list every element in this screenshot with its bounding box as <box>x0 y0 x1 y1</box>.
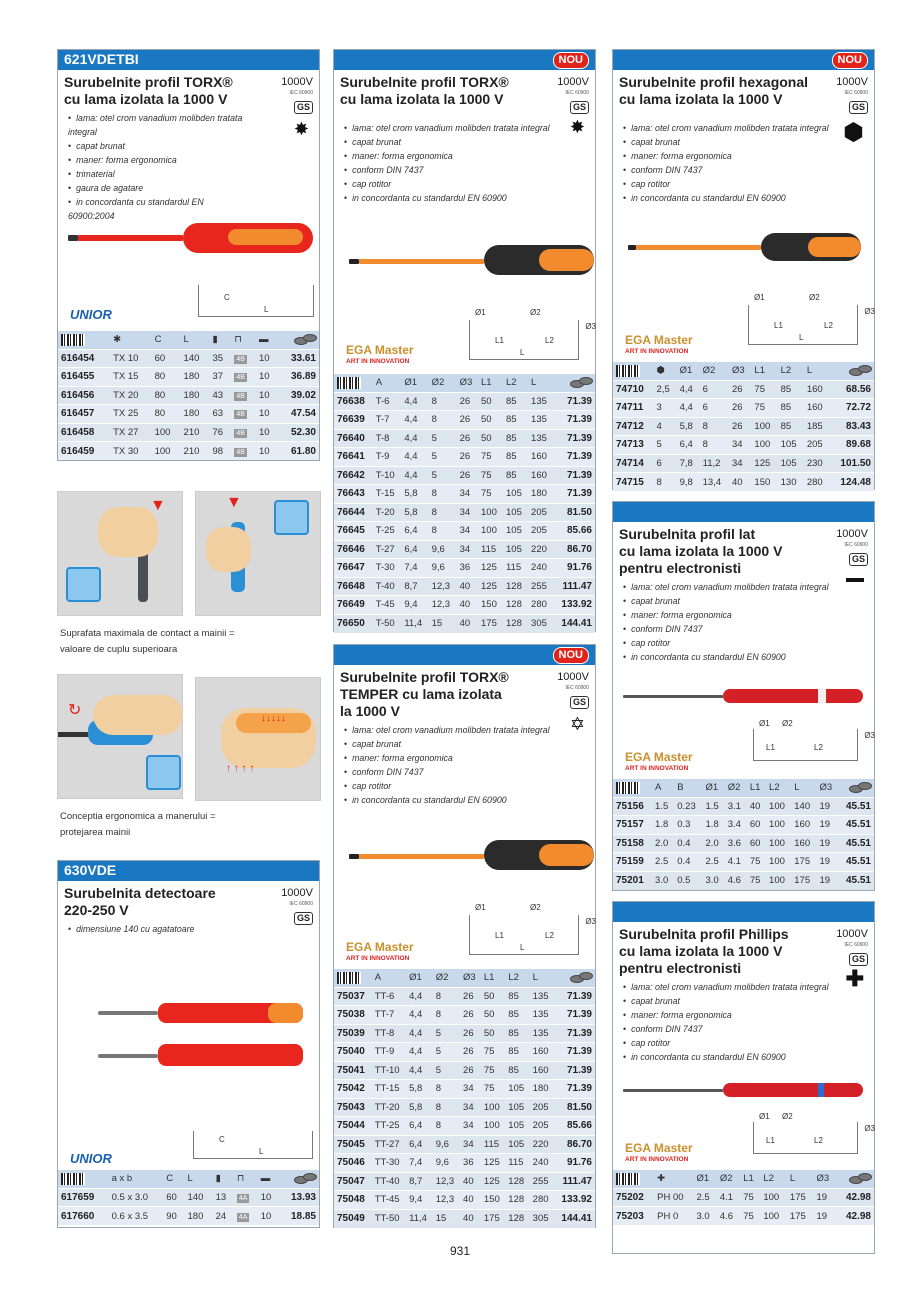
table-row: 616458 TX 27 100 210 76 4B 10 52.30 <box>58 423 319 442</box>
product-title: Surubelnite profil TORX® cu lama izolata la 1000 V <box>64 74 233 107</box>
dimension-drawing: Ø1 Ø2 Ø3 L1 L2 <box>753 729 858 761</box>
product-title: Surubelnite profil hexagonal cu lama izolata la 1000 V <box>619 74 809 107</box>
feature-item: • cap rotitor <box>344 177 587 191</box>
feature-item: • capat brunat <box>344 737 587 751</box>
table-row: 75038 TT-7 4,4 8 26 50 85 135 71.39 <box>334 1006 595 1025</box>
table-row: 74711 3 4,4 6 26 75 85 160 72.72 <box>613 399 874 418</box>
product-image <box>58 215 319 325</box>
barcode-icon <box>616 365 640 377</box>
feature-item: • lama: otel crom vanadium molibden tratata integral <box>68 111 250 139</box>
unior-logo: UNIOR <box>70 307 112 322</box>
feature-list <box>58 108 258 223</box>
feature-list <box>613 577 874 664</box>
product-image <box>613 215 874 360</box>
table-row: 74714 6 7,8 11,2 34 125 105 230 101.50 <box>613 454 874 473</box>
table-row: 616454 TX 10 60 140 35 4B 10 33.61 <box>58 349 319 368</box>
product-code-header: 621VDETBI <box>64 51 139 67</box>
product-title: Surubelnite profil TORX® cu lama izolata la 1000 V <box>340 74 509 107</box>
dimension-drawing: Ø1 Ø2 Ø3 L1 L2 <box>753 1122 858 1154</box>
table-header-row: A Ø1 Ø2 Ø3 L1 L2 L <box>334 374 595 392</box>
barcode-icon <box>61 334 85 346</box>
price-coins-icon <box>570 376 592 386</box>
panel-header <box>613 902 874 922</box>
barcode-icon <box>616 782 640 794</box>
table-row: 75040 TT-9 4,4 5 26 75 85 160 71.39 <box>334 1043 595 1062</box>
feature-list <box>334 720 595 807</box>
weight-icon: ▮ <box>213 1170 234 1188</box>
feature-item: • capat brunat <box>344 135 587 149</box>
dimension-drawing: Ø1 Ø2 Ø3 L1 L2 L <box>748 305 858 345</box>
feature-item: • in concordanta cu standardul EN 60900 <box>344 793 587 807</box>
table-header-row: A Ø1 Ø2 Ø3 L1 L2 L <box>334 969 595 987</box>
price-coins-icon <box>849 781 871 791</box>
certification-marks: 1000V IEC 60900 GS <box>836 928 868 964</box>
table-row: 75202 PH 00 2.5 4.1 75 100 175 19 42.98 <box>613 1188 874 1207</box>
product-title: Surubelnita detectoare 220-250 V <box>64 885 216 918</box>
feature-item: • maner: forma ergonomica <box>623 149 866 163</box>
table-row: 76649 T-45 9,4 12,3 40 150 128 280 133.92 <box>334 596 595 615</box>
barcode-icon <box>337 377 361 389</box>
egamaster-logo: EGA Master ART IN INNOVATION <box>625 333 693 355</box>
feature-item: • capat brunat <box>68 139 250 153</box>
feature-item: • dimensiune 140 cu agatatoare <box>68 922 311 936</box>
table-row: 75044 TT-25 6,4 8 34 100 105 205 85.66 <box>334 1117 595 1136</box>
table-row: 75159 2.5 0.4 2.5 4.1 75 100 175 19 45.51 <box>613 853 874 872</box>
gs-mark-icon: GS <box>294 101 313 114</box>
table-row: 617659 0.5 x 3.0 60 140 13 4A 10 13.93 <box>58 1188 319 1207</box>
feature-item: • maner: forma ergonomica <box>344 751 587 765</box>
table-row: 76647 T-30 7,4 9,6 36 125 115 240 91.76 <box>334 559 595 578</box>
table-row: 76644 T-20 5,8 8 34 100 105 205 81.50 <box>334 503 595 522</box>
table-row: 76641 T-9 4,4 5 26 75 85 160 71.39 <box>334 448 595 467</box>
feature-list <box>613 108 874 205</box>
feature-item: • lama: otel crom vanadium molibden tratata integral <box>623 121 866 135</box>
gs-mark-icon: GS <box>849 553 868 566</box>
feature-item: • maner: forma ergonomica <box>623 1008 866 1022</box>
hex-column-icon: ⬢ <box>654 362 677 380</box>
pressure-arrows-icon: ↓↓↓↓↓ <box>236 713 311 733</box>
hand-pressure-icon <box>146 755 181 790</box>
feature-item: • lama: otel crom vanadium molibden tratata integral <box>623 580 866 594</box>
table-row: 76642 T-10 4,4 5 26 75 85 160 71.39 <box>334 466 595 485</box>
table-row: 75158 2.0 0.4 2.0 3.6 60 100 160 19 45.51 <box>613 834 874 853</box>
price-coins-icon <box>570 971 592 981</box>
table-row: 76640 T-8 4,4 5 26 50 85 135 71.39 <box>334 429 595 448</box>
dimension-drawing: Ø1 Ø2 Ø3 L1 L2 L <box>469 320 579 360</box>
table-row: 76638 T-6 4,4 8 26 50 85 135 71.39 <box>334 392 595 411</box>
barcode-icon <box>337 972 361 984</box>
table-row: 75048 TT-45 9,4 12,3 40 150 128 280 133.92 <box>334 1191 595 1210</box>
product-image <box>613 1067 874 1167</box>
package-icon: ⊓ <box>231 331 256 349</box>
dimension-drawing: C L <box>198 285 314 317</box>
feature-item: • conform DIN 7437 <box>344 163 587 177</box>
table-row: 76646 T-27 6,4 9,6 34 115 105 220 86.70 <box>334 540 595 559</box>
table-row: 75043 TT-20 5,8 8 34 100 105 205 81.50 <box>334 1098 595 1117</box>
feature-item: • conform DIN 7437 <box>344 765 587 779</box>
table-row: 617660 0.6 x 3.5 90 180 24 4A 10 18.85 <box>58 1207 319 1226</box>
barcode-icon <box>616 1173 640 1185</box>
feature-item: • cap rotitor <box>623 177 866 191</box>
spec-table <box>334 969 595 1228</box>
feature-item: • in concordanta cu standardul EN 60900:2004 <box>68 195 250 223</box>
quantity-icon: ▬ <box>256 331 278 349</box>
feature-item: • gaura de agatare <box>68 181 250 195</box>
phillips-cross-icon: ✚ <box>845 966 864 991</box>
feature-item: • cap rotitor <box>344 779 587 793</box>
certification-marks <box>281 77 313 114</box>
dimension-drawing: Ø1 Ø2 Ø3 L1 L2 L <box>469 915 579 955</box>
product-panel-torx-temper <box>333 644 596 1228</box>
barcode-icon <box>61 1173 85 1185</box>
feature-list <box>613 977 874 1064</box>
product-image <box>334 810 595 965</box>
rotate-arrow-icon: ↻ <box>68 702 82 719</box>
table-row: 75047 TT-40 8,7 12,3 40 125 128 255 111.47 <box>334 1172 595 1191</box>
spec-table <box>334 374 595 633</box>
table-row: 75046 TT-30 7,4 9,6 36 125 115 240 91.76 <box>334 1154 595 1173</box>
torx-star-icon: ✸ <box>293 119 309 139</box>
table-row: 75049 TT-50 11,4 15 40 175 128 305 144.41 <box>334 1209 595 1228</box>
product-title: Surubelnite profil TORX® TEMPER cu lama izolata la 1000 V <box>340 669 509 719</box>
hexagon-icon: ⬢ <box>843 119 864 146</box>
product-image <box>613 667 874 777</box>
feature-item: • in concordanta cu standardul EN 60900 <box>623 1050 866 1064</box>
certification-marks: 1000V IEC 60900 GS <box>557 671 589 707</box>
panel-header <box>58 50 319 70</box>
panel-header <box>613 50 874 70</box>
illustration-caption-1: Suprafata maximala de contact a mainii = valoare de cuplu superioara <box>60 628 235 655</box>
page-number: 931 <box>450 1244 471 1258</box>
egamaster-logo: EGA Master ART IN INNOVATION <box>625 750 693 772</box>
gs-mark-icon: GS <box>849 101 868 114</box>
feature-item: • lama: otel crom vanadium molibden tratata integral <box>623 980 866 994</box>
price-coins-icon <box>294 333 316 343</box>
unior-logo: UNIOR <box>70 1151 112 1166</box>
product-panel-hexagonal <box>612 49 875 490</box>
egamaster-logo: EGA Master ART IN INNOVATION <box>625 1141 693 1163</box>
product-image <box>334 215 595 370</box>
product-panel-flat-electronics <box>612 501 875 891</box>
table-row: 76650 T-50 11,4 15 40 175 128 305 144.41 <box>334 614 595 633</box>
table-row: 75039 TT-8 4,4 5 26 50 85 135 71.39 <box>334 1024 595 1043</box>
feature-item: • maner: forma ergonomica <box>344 149 587 163</box>
table-header-row: ✱ C L ▮ ⊓ ▬ <box>58 331 319 349</box>
new-badge: NOU <box>553 647 589 664</box>
hand-pressure-icon <box>66 567 101 602</box>
illustration-caption-2: Conceptia ergonomica a manerului = protejarea mainii <box>60 811 216 838</box>
table-row: 74710 2,5 4,4 6 26 75 85 160 68.56 <box>613 380 874 399</box>
feature-item: • conform DIN 7437 <box>623 1022 866 1036</box>
product-panel-621vdetbi <box>57 49 320 461</box>
table-row: 76645 T-25 6,4 8 34 100 105 205 85.66 <box>334 522 595 541</box>
feature-item: • cap rotitor <box>623 1036 866 1050</box>
feature-item: • maner: forma ergonomica <box>623 608 866 622</box>
torx-column-icon: ✱ <box>110 331 152 349</box>
table-row: 74713 5 6,4 8 34 100 105 205 89.68 <box>613 436 874 455</box>
table-row: 75042 TT-15 5,8 8 34 75 105 180 71.39 <box>334 1080 595 1099</box>
table-header-row: ⬢ Ø1 Ø2 Ø3 L1 L2 L <box>613 362 874 380</box>
feature-item: • cap rotitor <box>623 636 866 650</box>
feature-item: • trimaterial <box>68 167 250 181</box>
certification-marks: 1000V IEC 60900 GS <box>557 76 589 112</box>
table-row: 75037 TT-6 4,4 8 26 50 85 135 71.39 <box>334 987 595 1006</box>
weight-icon: ▮ <box>209 331 231 349</box>
feature-item: • conform DIN 7437 <box>623 163 866 177</box>
quantity-icon: ▬ <box>258 1170 279 1188</box>
table-row: 75203 PH 0 3.0 4.6 75 100 175 19 42.98 <box>613 1207 874 1226</box>
table-row: 75157 1.8 0.3 1.8 3.4 60 100 160 19 45.51 <box>613 816 874 835</box>
certification-marks: 1000V IEC 60900 GS <box>281 887 313 923</box>
product-title: Surubelnita profil Phillips cu lama izolata la 1000 V pentru electronisti <box>619 926 789 976</box>
egamaster-logo: EGA Master ART IN INNOVATION <box>346 343 414 365</box>
price-coins-icon <box>849 1172 871 1182</box>
table-row: 616459 TX 30 100 210 98 4B 10 61.80 <box>58 442 319 461</box>
certification-marks: 1000V IEC 60900 GS <box>836 528 868 564</box>
gs-mark-icon: GS <box>570 101 589 114</box>
table-row: 75201 3.0 0.5 3.0 4.6 75 100 175 19 45.51 <box>613 871 874 890</box>
feature-item: • lama: otel crom vanadium molibden tratata integral <box>344 121 587 135</box>
illustration-ergonomic-1 <box>57 674 183 799</box>
feature-item: • in concordanta cu standardul EN 60900 <box>623 191 866 205</box>
feature-item: • in concordanta cu standardul EN 60900 <box>623 650 866 664</box>
phillips-column-icon: ✚ <box>654 1170 693 1188</box>
certification-marks: 1000V IEC 60900 GS <box>836 76 868 112</box>
voltage-rating: 1000V <box>281 76 313 88</box>
torx-star-icon: ✸ <box>569 117 585 137</box>
spec-table <box>58 1170 319 1225</box>
arrow-down-icon: ▼ <box>150 497 166 514</box>
table-header-row: ✚ Ø1 Ø2 L1 L2 L Ø3 <box>613 1170 874 1188</box>
product-title: Surubelnita profil lat cu lama izolata la 1000 V pentru electronisti <box>619 526 783 576</box>
table-row: 616457 TX 25 80 180 63 4B 10 47.54 <box>58 405 319 424</box>
hand-pressure-icon <box>274 500 309 535</box>
table-row: 616456 TX 20 80 180 43 4B 10 39.02 <box>58 386 319 405</box>
dimension-drawing: C L <box>193 1131 313 1159</box>
table-row: 75045 TT-27 6,4 9,6 34 115 105 220 86.70 <box>334 1135 595 1154</box>
gs-mark-icon: GS <box>849 953 868 966</box>
flat-slot-icon <box>846 578 864 582</box>
panel-header <box>334 50 595 70</box>
spec-table <box>613 779 874 890</box>
price-coins-icon <box>294 1172 316 1182</box>
table-row: 74712 4 5,8 8 26 100 85 185 83.43 <box>613 417 874 436</box>
table-row: 76648 T-40 8,7 12,3 40 125 128 255 111.47 <box>334 577 595 596</box>
feature-item: • capat brunat <box>623 994 866 1008</box>
illustration-hand-grip-2 <box>195 491 321 616</box>
illustration-hand-grip-1 <box>57 491 183 616</box>
feature-item: • lama: otel crom vanadium molibden tratata integral <box>344 723 587 737</box>
table-header-row: a x b C L ▮ ⊓ ▬ <box>58 1170 319 1188</box>
panel-header <box>334 645 595 665</box>
package-icon: ⊓ <box>234 1170 258 1188</box>
feature-item: • capat brunat <box>623 135 866 149</box>
torx-tamper-icon: ✡ <box>569 714 585 734</box>
spec-table <box>58 331 319 460</box>
feature-item: • conform DIN 7437 <box>623 622 866 636</box>
new-badge: NOU <box>553 52 589 69</box>
table-header-row: A B Ø1 Ø2 L1 L2 L Ø3 <box>613 779 874 797</box>
table-row: 76643 T-15 5,8 8 34 75 105 180 71.39 <box>334 485 595 504</box>
egamaster-logo: EGA Master ART IN INNOVATION <box>346 940 414 962</box>
price-coins-icon <box>849 364 871 374</box>
gs-mark-icon: GS <box>294 912 313 925</box>
product-panel-630vde <box>57 860 320 1228</box>
feature-list <box>58 919 319 936</box>
iec-standard: IEC 60900 <box>289 90 313 96</box>
gs-mark-icon: GS <box>570 696 589 709</box>
pressure-arrows-icon: ↑ ↑ ↑ ↑ <box>226 763 255 774</box>
product-panel-torx-ega <box>333 49 596 632</box>
spec-table <box>613 362 874 491</box>
table-row: 74715 8 9,8 13,4 40 150 130 280 124.48 <box>613 473 874 492</box>
table-row: 75041 TT-10 4,4 5 26 75 85 160 71.39 <box>334 1061 595 1080</box>
product-code-header: 630VDE <box>64 862 117 878</box>
panel-header <box>58 861 319 881</box>
feature-item: • in concordanta cu standardul EN 60900 <box>344 191 587 205</box>
illustration-ergonomic-2 <box>195 677 321 801</box>
feature-item: • maner: forma ergonomica <box>68 153 250 167</box>
feature-list <box>334 108 595 205</box>
feature-item: • capat brunat <box>623 594 866 608</box>
arrow-down-icon: ▼ <box>226 494 242 511</box>
product-image <box>58 971 319 1171</box>
table-row: 75156 1.5 0.23 1.5 3.1 40 100 140 19 45.51 <box>613 797 874 816</box>
table-row: 616455 TX 15 80 180 37 4B 10 36.89 <box>58 368 319 387</box>
spec-table <box>613 1170 874 1225</box>
new-badge: NOU <box>832 52 868 69</box>
table-row: 76639 T-7 4,4 8 26 50 85 135 71.39 <box>334 411 595 430</box>
panel-header <box>613 502 874 522</box>
product-panel-phillips-electronics <box>612 901 875 1254</box>
